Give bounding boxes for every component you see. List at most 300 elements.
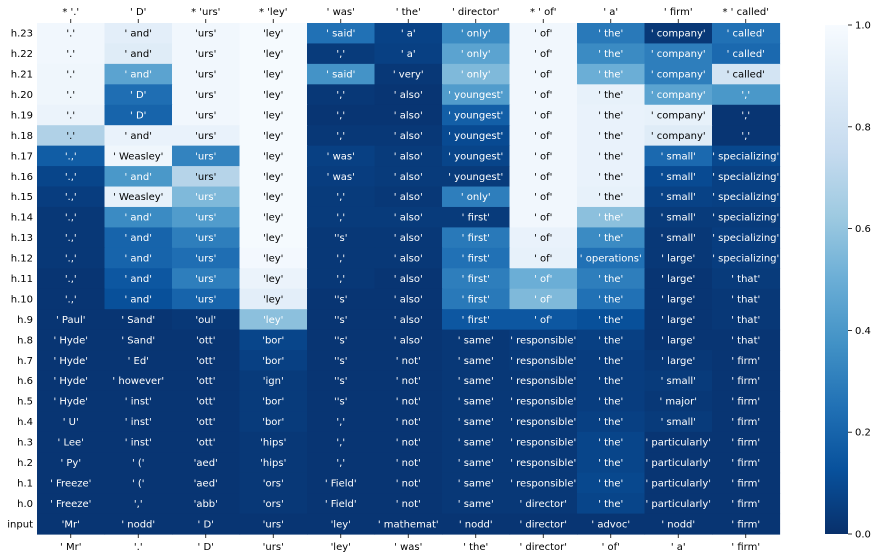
x-top-tick-label: * ' of' [530,7,557,18]
cell-token-label: 'ley' [263,192,284,204]
cell-token-label: ' and' [124,253,152,265]
cell-token-label: ' youngest' [448,130,504,142]
row-label: h.20 [10,90,33,102]
cell-token-label: ' D' [197,519,214,531]
row-label: h.14 [10,212,33,224]
cell-token-label: ' also' [393,212,423,224]
cell-token-label: ' of' [534,253,553,265]
cell-token-label: ' was' [326,151,355,163]
cell-token-label: 'ley' [263,90,284,102]
colorbar [825,21,871,541]
row-label: h.6 [17,376,33,388]
cell-token-label: ' and' [124,212,152,224]
x-top-tick-label: * ' called' [722,7,770,18]
cell-token-label: '.' [66,49,76,61]
cell-token-label: ',' [336,437,346,449]
cell-token-label: 'ott' [196,355,216,367]
cell-token-label: ' first' [461,212,490,224]
cell-token-label: ' firm' [731,396,761,408]
row-label: h.4 [17,417,33,429]
cell-token-label: ' of' [534,294,553,306]
cell-token-label: ' Field' [324,478,357,490]
x-bottom-tick-label: ' was' [394,542,423,553]
row-label: h.1 [17,478,33,490]
cell-token-label: 'bor' [262,355,285,367]
cell-token-label: ' also' [393,335,423,347]
cell-token-label: ' company' [650,49,706,61]
cell-token-label: ' the' [598,478,624,490]
row-label: h.13 [10,233,33,245]
cell-token-label: ' small' [660,233,696,245]
cell-token-label: ' the' [598,110,624,122]
cell-token-label: ' same' [457,457,494,469]
x-bottom-tick-label: ' D' [197,542,214,553]
cell-token-label: ' also' [393,90,423,102]
cell-token-label: ' Weasley' [113,192,164,204]
cell-token-label: ' only' [460,49,491,61]
cell-token-label: ' called' [726,28,765,40]
cell-token-label: ' responsible' [510,355,577,367]
cell-token-label: ''s' [334,314,348,326]
cell-token-label: ' first' [461,233,490,245]
cell-token-label: ' the' [598,355,624,367]
cell-token-label: ' that' [731,314,761,326]
cell-token-label: ',' [336,417,346,429]
cell-token-label: ' nodd' [458,519,493,531]
cell-token-label: ',' [336,130,346,142]
cell-token-label: '.,' [64,294,77,306]
cell-token-label: 'ott' [196,437,216,449]
cell-token-label: ' also' [393,171,423,183]
cell-token-label: ' responsible' [510,376,577,388]
cell-token-label: ''s' [334,396,348,408]
cell-token-label: ' operations' [579,253,642,265]
cell-token-label: 'urs' [195,151,217,163]
cell-token-label: ' firm' [731,519,761,531]
cell-token-label: ' Freeze' [50,498,92,510]
cell-token-label: ' company' [650,130,706,142]
cell-token-label: ' and' [124,49,152,61]
row-label: h.7 [17,355,33,367]
cell-token-label: ' small' [660,171,696,183]
cell-token-label: '.,' [64,192,77,204]
cell-token-label: 'ley' [263,233,284,245]
row-label: h.12 [10,253,33,265]
row-label: h.5 [17,396,33,408]
cell-token-label: ' large' [661,355,696,367]
cell-token-label: ' that' [731,335,761,347]
cell-token-label: 'hips' [260,457,287,469]
cell-token-label: ' Py' [60,457,82,469]
x-bottom-tick-label: ' Mr' [60,542,82,553]
colorbar-tick-label: 0.0 [855,529,871,541]
cell-token-label: ' first' [461,274,490,285]
row-label: input [7,519,33,531]
cell-token-label: 'ley' [263,253,284,265]
cell-token-label: ' the' [598,274,624,285]
cell-token-label: ' company' [650,69,706,81]
cell-token-label: 'urs' [195,274,217,285]
cell-token-label: ',' [336,274,346,285]
cell-token-label: ' company' [650,28,706,40]
row-label: h.0 [17,498,33,510]
cell-token-label: ' youngest' [448,90,504,102]
cell-token-label: ' of' [534,110,553,122]
cell-token-label: ' particularly' [645,457,712,469]
cell-token-label: ' specializing' [712,212,780,224]
cell-token-label: ' and' [124,171,152,183]
cell-token-label: ' Weasley' [113,151,164,163]
cell-token-label: ' Sand' [121,314,156,326]
row-label: h.16 [10,171,33,183]
cell-token-label: ' specializing' [712,253,780,265]
cell-token-label: ' the' [598,233,624,245]
cell-token-label: ' was' [326,171,355,183]
cell-token-label: ' advoc' [591,519,631,531]
cell-token-label: ' of' [534,69,553,81]
cell-token-label: ' not' [395,457,421,469]
cell-token-label: ' inst' [124,437,152,449]
cell-token-label: ' major' [659,396,698,408]
cell-token-label: ',' [133,498,143,510]
cell-token-label: ' the' [598,498,624,510]
cell-token-label: ' Hyde' [53,335,89,347]
x-bottom-tick-label: ' the' [463,542,489,553]
cell-token-label: 'urs' [195,69,217,81]
cell-token-label: 'urs' [195,49,217,61]
cell-token-label: ' first' [461,253,490,265]
cell-token-label: 'ors' [262,498,284,510]
cell-token-label: ' of' [534,233,553,245]
row-label: h.19 [10,110,33,122]
row-label: h.3 [17,437,33,449]
cell-token-label: ' the' [598,335,624,347]
cell-token-label: 'ley' [330,519,351,531]
cell-token-label: ' said' [326,28,356,40]
cell-token-label: ' a' [400,28,416,40]
colorbar-tick-label: 0.4 [855,325,871,337]
cell-token-label: ' also' [393,192,423,204]
x-top-tick-label: * 'urs' [191,7,221,18]
cell-token-label: 'hips' [260,437,287,449]
cell-token-label: ' and' [124,294,152,306]
cell-token-label: ' company' [650,90,706,102]
colorbar-tick-label: 0.2 [855,427,871,439]
cell-token-label: '.,' [64,253,77,265]
cell-token-label: ',' [336,253,346,265]
cell-token-label: 'ley' [263,274,284,285]
cell-token-label: ' nodd' [661,519,696,531]
row-label: h.18 [10,130,33,142]
cell-token-label: 'urs' [195,253,217,265]
cell-token-label: ' very' [392,69,424,81]
cell-token-label: ' inst' [124,417,152,429]
cell-token-label: ' youngest' [448,171,504,183]
cell-token-label: ' first' [461,314,490,326]
cell-token-label: ' not' [395,437,421,449]
cell-token-label: 'ott' [196,396,216,408]
cell-token-label: ' mathemat' [377,519,439,531]
cell-token-label: ' of' [534,90,553,102]
cell-token-label: ''s' [334,233,348,245]
cell-token-label: '.' [66,110,76,122]
cell-token-label: ' Field' [324,498,357,510]
cell-token-label: ' not' [395,376,421,388]
cell-token-label: ' that' [731,294,761,306]
cell-token-label: ' also' [393,110,423,122]
cell-token-label: ' only' [460,192,491,204]
cell-token-label: ' and' [124,69,152,81]
row-label: h.15 [10,192,33,204]
row-label: h.22 [10,49,33,61]
x-bottom-tick-label: ' of' [601,542,620,553]
cell-token-label: ' not' [395,478,421,490]
cell-token-label: ',' [336,457,346,469]
cell-token-label: ' of' [534,171,553,183]
cell-token-label: ' the' [598,314,624,326]
cell-token-label: ' also' [393,294,423,306]
cell-token-label: ' of' [534,49,553,61]
cell-token-label: ' small' [660,376,696,388]
cell-token-label: ' called' [726,69,765,81]
cell-token-label: ' (' [131,478,145,490]
cell-token-label: ' the' [598,212,624,224]
cell-token-label: ''s' [334,335,348,347]
cell-token-label: ' the' [598,130,624,142]
cell-token-label: ' responsible' [510,457,577,469]
cell-token-label: '.,' [64,151,77,163]
cell-token-label: 'ley' [263,151,284,163]
cell-token-label: ' of' [534,192,553,204]
colorbar-tick-label: 0.6 [855,224,871,236]
cell-token-label: ' the' [598,457,624,469]
cell-token-label: ' of' [534,212,553,224]
cell-token-label: 'urs' [195,171,217,183]
cell-token-label: ' same' [457,417,494,429]
cell-token-label: 'urs' [262,519,284,531]
cell-token-label: ' small' [660,192,696,204]
cell-token-label: ''s' [334,294,348,306]
cell-token-label: ' Lee' [57,437,84,449]
cell-token-label: '.' [66,90,76,102]
cell-token-label: 'ors' [262,478,284,490]
cell-token-label: 'ign' [262,376,284,388]
cell-token-label: ',' [741,110,751,122]
cell-token-label: ' responsible' [510,335,577,347]
cell-token-label: ' also' [393,130,423,142]
x-top-tick-label: ' D' [130,7,147,18]
x-bottom-tick-label: ' a' [670,542,686,553]
cell-token-label: ' youngest' [448,151,504,163]
cell-token-label: ' responsible' [510,417,577,429]
x-bottom-tick-label: ' director' [519,542,567,553]
cell-token-label: ' director' [519,498,567,510]
cell-token-label: 'urs' [195,233,217,245]
cell-token-label: ' however' [112,376,165,388]
cell-token-label: 'urs' [195,212,217,224]
x-top-tick-label: ' firm' [663,7,693,18]
cell-token-label: ' also' [393,151,423,163]
cell-token-label: ' only' [460,69,491,81]
cell-token-label: ' D' [130,110,147,122]
cell-token-label: '.,' [64,212,77,224]
cell-token-label: ' youngest' [448,110,504,122]
cell-token-label: ' same' [457,396,494,408]
cell-token-label: ' inst' [124,396,152,408]
cell-token-label: ''s' [334,355,348,367]
cell-token-label: ' not' [395,417,421,429]
x-bottom-tick-label: '.' [133,542,143,553]
cell-token-label: 'ley' [263,130,284,142]
row-label: h.11 [10,274,33,285]
cell-token-label: ' Paul' [55,314,86,326]
cell-token-label: ' and' [124,28,152,40]
cell-token-label: ' also' [393,274,423,285]
cell-token-label: ' the' [598,437,624,449]
y-axis-row-labels [7,29,33,531]
cell-token-label: ' large' [661,335,696,347]
cell-token-label: ' Hyde' [53,355,89,367]
row-label: h.2 [17,457,33,469]
cell-token-label: ' of' [534,28,553,40]
cell-token-label: 'oul' [195,314,217,326]
cell-token-label: ' large' [661,274,696,285]
row-label: h.10 [10,294,33,306]
cell-token-label: '.' [66,69,76,81]
cell-token-label: ' company' [650,110,706,122]
cell-token-label: ' responsible' [510,437,577,449]
cell-token-label: ',' [336,90,346,102]
row-label: h.9 [17,314,33,326]
cell-token-label: ' U' [62,417,79,429]
cell-token-label: ',' [741,90,751,102]
cell-token-label: ' same' [457,355,494,367]
cell-token-label: ' of' [534,130,553,142]
cell-token-label: ' also' [393,314,423,326]
cell-token-label: ' the' [598,192,624,204]
cell-token-label: 'aed' [193,457,218,469]
cell-token-label: ' specializing' [712,171,780,183]
cell-token-label: ' of' [534,314,553,326]
cell-token-label: 'abb' [193,498,218,510]
heatmap-cells [37,23,780,535]
x-bottom-tick-label: ' firm' [731,542,761,553]
cell-token-label: ' firm' [731,355,761,367]
cell-token-label: '.,' [64,171,77,183]
colorbar-tick-label: 1.0 [855,20,871,32]
cell-token-label: ' same' [457,376,494,388]
cell-token-label: ' said' [326,69,356,81]
cell-token-label: ' same' [457,335,494,347]
cell-token-label: '.' [66,130,76,142]
cell-token-label: 'bor' [262,335,285,347]
cell-token-label: ' the' [598,151,624,163]
cell-token-label: ' Sand' [121,335,156,347]
cell-token-label: ' small' [660,417,696,429]
cell-token-label: ',' [741,130,751,142]
cell-token-label: ' Hyde' [53,376,89,388]
cell-token-label: ' called' [726,49,765,61]
cell-token-label: 'urs' [195,192,217,204]
cell-token-label: ' also' [393,233,423,245]
cell-token-label: ' the' [598,69,624,81]
x-bottom-tick-label: 'urs' [262,542,284,553]
cell-token-label: ' and' [124,233,152,245]
cell-token-label: ' specializing' [712,233,780,245]
cell-token-label: ' not' [395,498,421,510]
cell-token-label: ' firm' [731,478,761,490]
cell-token-label: ' specializing' [712,192,780,204]
row-label: h.23 [10,28,33,40]
row-label: h.21 [10,69,33,81]
cell-token-label: '.' [66,28,76,40]
cell-token-label: 'ott' [196,376,216,388]
cell-token-label: ' Freeze' [50,478,92,490]
cell-token-label: 'aed' [193,478,218,490]
cell-token-label: ',' [336,192,346,204]
cell-token-label: ' director' [519,519,567,531]
cell-token-label: 'ley' [263,171,284,183]
cell-token-label: ''s' [334,376,348,388]
cell-token-label: ' large' [661,253,696,265]
cell-token-label: ' particularly' [645,437,712,449]
cell-token-label: ' particularly' [645,478,712,490]
cell-token-label: '.,' [64,233,77,245]
cell-token-label: ' same' [457,478,494,490]
cell-token-label: 'Mr' [61,519,80,531]
cell-token-label: ' first' [461,294,490,306]
cell-token-label: 'ott' [196,417,216,429]
x-top-tick-label: * '.' [62,7,80,18]
cell-token-label: ' only' [460,28,491,40]
cell-token-label: ' responsible' [510,396,577,408]
cell-token-label: 'ley' [263,49,284,61]
cell-token-label: 'urs' [195,130,217,142]
x-top-tick-label: * 'ley' [258,7,288,18]
cell-token-label: ' the' [598,396,624,408]
cell-token-label: ',' [336,49,346,61]
cell-token-label: ' large' [661,314,696,326]
colorbar-gradient [825,25,848,534]
cell-token-label: 'ley' [263,28,284,40]
cell-token-label: '.,' [64,274,77,285]
cell-token-label: ' not' [395,355,421,367]
cell-token-label: ' same' [457,498,494,510]
cell-token-label: ' Hyde' [53,396,89,408]
cell-token-label: ' also' [393,253,423,265]
cell-token-label: 'urs' [195,90,217,102]
cell-token-label: ' the' [598,417,624,429]
cell-token-label: ' and' [124,130,152,142]
cell-token-label: ' firm' [731,417,761,429]
row-label: h.17 [10,151,33,163]
cell-token-label: ' D' [130,90,147,102]
cell-token-label: 'ley' [263,69,284,81]
cell-token-label: ' same' [457,437,494,449]
cell-token-label: ' (' [131,457,145,469]
cell-token-label: ',' [336,212,346,224]
cell-token-label: 'ley' [263,294,284,306]
cell-token-label: ' firm' [731,457,761,469]
cell-token-label: ' small' [660,212,696,224]
cell-token-label: ',' [336,110,346,122]
cell-token-label: ' small' [660,151,696,163]
cell-token-label: ' the' [598,90,624,102]
x-bottom-tick-label: 'ley' [330,542,351,553]
cell-token-label: ' firm' [731,437,761,449]
cell-token-label: ' the' [598,376,624,388]
colorbar-tick-label: 0.8 [855,122,871,134]
